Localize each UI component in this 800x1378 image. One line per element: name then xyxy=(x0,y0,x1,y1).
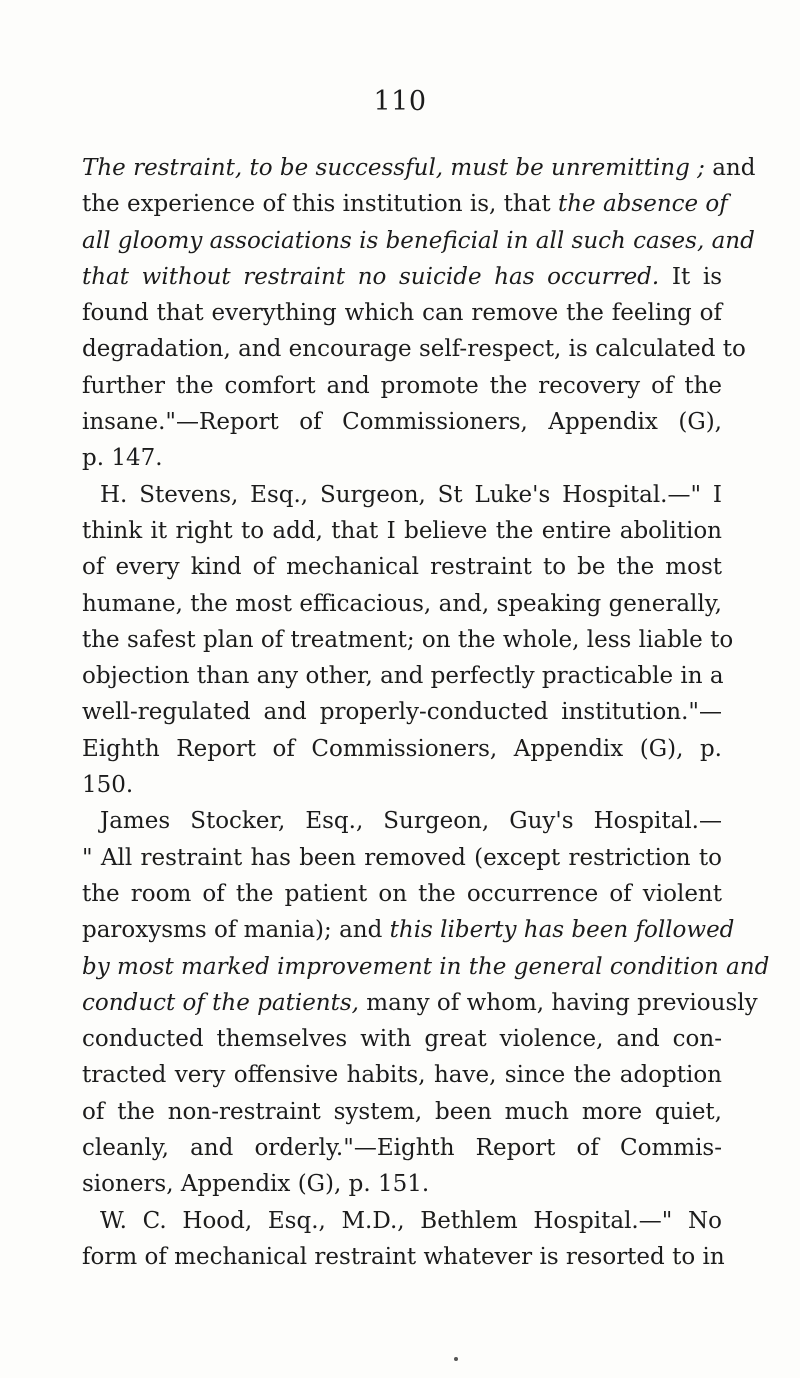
text-line xyxy=(82,912,735,948)
text-segment: of the non-restraint system, been much more quiet, xyxy=(82,1098,722,1125)
text-line xyxy=(82,259,722,295)
text-segment: " All restraint has been removed (except restriction to xyxy=(82,844,722,871)
text-segment: sioners, Appendix (G), p. 151. xyxy=(82,1171,430,1198)
text-line xyxy=(82,331,746,367)
text-line xyxy=(82,513,722,549)
text-segment: cleanly, and orderly."—Eighth Report of Commis- xyxy=(82,1135,722,1162)
text-line xyxy=(82,1021,722,1057)
text-line xyxy=(82,803,722,839)
text-line xyxy=(82,549,722,585)
text-segment: H. Stevens, Esq., Surgeon, St Luke's Hospital.—" I xyxy=(100,481,722,508)
italic-segment: the absence of xyxy=(557,191,728,218)
italic-segment: all gloomy associations is beneficial in all such cases, and xyxy=(82,227,755,254)
italic-segment: that without restraint no suicide has occurred. xyxy=(82,263,660,290)
text-line xyxy=(82,440,722,476)
text-segment: well-regulated and properly-conducted institution."— xyxy=(82,699,722,726)
text-line xyxy=(82,658,722,694)
text-line xyxy=(82,295,722,331)
text-segment: insane."—Report of Commissioners, Appendix (G), xyxy=(82,409,722,436)
text-segment: conducted themselves with great violence, and con- xyxy=(82,1026,722,1053)
text-line xyxy=(82,1203,722,1239)
text-segment: humane, the most efficacious, and, speaking generally, xyxy=(82,590,722,617)
text-segment: James Stocker, Esq., Surgeon, Guy's Hospital.— xyxy=(100,808,722,835)
text-segment: the room of the patient on the occurrence of violent xyxy=(82,880,722,907)
body-text xyxy=(82,150,770,1275)
italic-segment: conduct of the patients, xyxy=(82,989,359,1016)
text-line xyxy=(82,404,722,440)
italic-segment: by most marked improvement in the general condition and xyxy=(82,953,770,980)
text-line xyxy=(82,876,722,912)
text-segment: objection than any other, and perfectly practicable in a xyxy=(82,663,724,690)
ink-speck xyxy=(454,1357,458,1361)
text-segment: 150. xyxy=(82,772,134,799)
text-line xyxy=(82,1130,722,1166)
text-line xyxy=(82,694,722,730)
text-line xyxy=(82,1239,725,1275)
text-line xyxy=(82,840,722,876)
text-segment: Eighth Report of Commissioners, Appendix (G), p. xyxy=(82,735,722,762)
italic-segment: this liberty has been followed xyxy=(389,917,735,944)
text-segment: It is xyxy=(659,263,723,290)
text-line xyxy=(82,985,758,1021)
text-line xyxy=(82,586,722,622)
text-line xyxy=(82,949,770,985)
text-segment: the experience of this institution is, that xyxy=(82,191,558,218)
text-segment: and xyxy=(704,155,756,181)
text-line xyxy=(82,1094,722,1130)
text-line xyxy=(82,1057,722,1093)
text-segment: p. 147. xyxy=(82,445,163,472)
text-line xyxy=(82,622,734,658)
text-line xyxy=(82,368,722,404)
text-line xyxy=(82,150,756,186)
text-segment: W. C. Hood, Esq., M.D., Bethlem Hospital.—" No xyxy=(100,1207,722,1234)
text-segment: of every kind of mechanical restraint to be the most xyxy=(82,554,722,581)
text-line xyxy=(82,186,728,222)
text-line xyxy=(82,767,722,803)
text-line xyxy=(82,1166,722,1202)
text-segment: form of mechanical restraint whatever is resorted to in xyxy=(82,1243,725,1270)
text-segment: further the comfort and promote the recovery of the xyxy=(82,372,722,399)
text-segment: tracted very offensive habits, have, since the adoption xyxy=(82,1062,722,1089)
page-number: 110 xyxy=(373,86,427,117)
text-segment: the safest plan of treatment; on the whole, less liable to xyxy=(82,626,734,653)
text-segment: many of whom, having previously xyxy=(358,989,758,1016)
text-segment: think it right to add, that I believe the entire abolition xyxy=(82,517,722,544)
text-segment: degradation, and encourage self-respect, is calculated to xyxy=(82,336,746,363)
text-line xyxy=(82,731,722,767)
text-segment: found that everything which can remove the feeling of xyxy=(82,300,722,327)
italic-segment: The restraint, to be successful, must be unremitting ; xyxy=(82,155,705,181)
text-segment: paroxysms of mania); and xyxy=(82,917,390,944)
text-line xyxy=(82,223,755,259)
text-line xyxy=(82,477,722,513)
